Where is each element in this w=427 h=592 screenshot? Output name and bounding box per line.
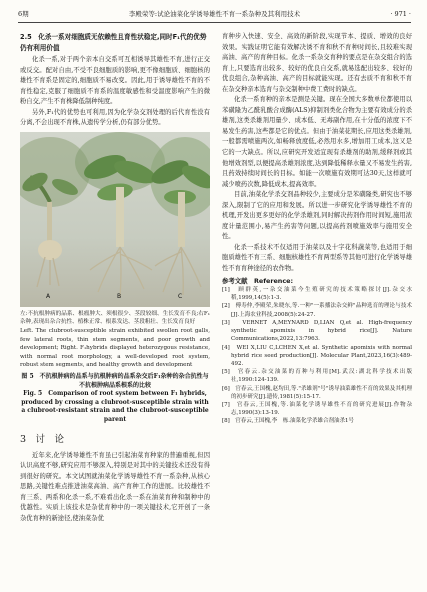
figure-label-c: C — [178, 293, 183, 301]
left-column — [20, 32, 210, 524]
section-heading: 3 讨 论 — [20, 433, 65, 445]
subsection-heading: 2.5 化杀一系对细胞质无依赖性且育性状稳定,同时F₁代的优势仍有利用价值 — [20, 33, 207, 52]
body-paragraph: 化杀一系,对于两个亲本自交系可互相诱导其雄性不育,进行正交或反交。配对自由,不受不良细胞质的影响,更不像细胞质、细胞核的雄性不育系是固定的,细胞质不易改变。因此,用于诱导雄性不育的不育性稳定,克服了细胞质不育系的温度敏感性和受温度影响产生的微粉自交,产生不育株降低制种纯度。 — [20, 56, 210, 106]
figure-title-en: Fig. 5 Comparison of root system between F₁ hybrids, produced by crossing a clubroot-susceptible strain with a clubroot-resistant strain and the clubroot-susceptible parent — [21, 390, 209, 423]
figure-label-b: B — [117, 293, 122, 301]
reference-item: [8] 官春云,王国槐,李 栋.油菜化学杀雄合剂油杀1号 — [222, 418, 355, 425]
reference-item: [3] VERNET A,MEYNARD D,LIAN Q,et al. High-frequency synthetic apomixis in hybrid rice[J]. Nature Communications,2022,13:7963. — [222, 319, 412, 343]
issue-number: 6期 — [18, 10, 29, 18]
reference-item: [6] 官春云,王国槐,赵均田,等."杀雄剂"号"诱导油菜雄性不育的效果及其机理的初步研究[J].遗传,1981(5):15-17. — [222, 385, 412, 400]
body-paragraph: 目前,油菜化学杀交剂品种较少,主要成分是苯磺隆类,研究也不够深入,限制了它的应用和发展。所以进一步研究化学诱导雄性不育的机理,开发出更多更好的化学杀雄剂,同时解决药剂作用时间短,施用浓度计量范围小,易产生药害等问题,以提高药剂喷施效率与施用安全性。 — [222, 191, 412, 241]
reference-item: [4] WEI X,LIU C,LCHEN X,et al. Synthetic apomixis with normal hybrid rice seed production[J]. Molecular Plant,2023,16(3):489-492. — [222, 344, 412, 367]
header-rule — [18, 22, 411, 23]
reference-item: [1] 顾群英,一杂交油菜今生殖研究的技术策略探讨[J].杂交水稻,1999,14(5):1-3. — [222, 287, 412, 302]
right-column — [222, 32, 412, 426]
reference-item: [2] 傅寿仲,李殿荣,朱晓东,等.一种"一系播法杂交鲜"品种选育的理论与技术[J].上海农业科技,2008(5):24-27. — [222, 303, 412, 318]
body-paragraph: 另外,F₁代的优势也可利用,因为化学杂交剂处理的后代育性没有分离,不会出现不育株,从遗传学分析,仍有部分优势。 — [20, 108, 210, 127]
page-header — [18, 8, 411, 20]
figure-label-a: A — [46, 293, 51, 301]
body-paragraph: 化杀一系育种的亲本是测是关键。现在全国大多数单位都使用以苯磺隆为乙酰乳酸合成酶(ALS)抑制剂类化合物为主要有效成分的杀雄剂,这类杀雄剂用量少、成本低、无毒副作用,在十分低的浓度下不易发生药害,这些都是它的优点。但由于油菜花期长,应用这类杀雄剂,一般都需喷施两次,如畅释放度低,必然用水多,增加用工成本,这又是它的一大缺点。所以,应研究开发适宜现有杀雄剂的助剂,缓释剂或其他增效剂型,以便提高杀雄剂浓度,达到降低稀释水量又不易发生药害,且药效持续时间长的目标。如能一次喷施有效期可达30天,这样就可减少喷药次数,降低成本,提高效率。 — [222, 96, 412, 188]
references-heading: 参考文献 Reference: — [222, 276, 294, 285]
figure-5-photo — [20, 132, 210, 307]
reference-item: [7] 官春云,王国槐,等.油菜化学诱导雄性不育的研究进展[J].作物杂志,1990(3):13-19. — [222, 401, 412, 417]
running-title: 李殿荣等:试论油菜化学诱导雄性不育一系杂种及其利用技术 — [128, 10, 301, 18]
body-paragraph: 育种步入快速、安全、高效的新阶段,实现节本、提质、增效的良好效果。实践证明它能有效解决诱不育和秋不育种时间长,且较难实现高油、高产的育种目标。化杀一系杂交育种的要点是在杂交组合的选育上,只要选育出较多、较好的优良自交系,就易选配出较多、较好的优良组合,杂种高油、高产的目标就能实现。还有去质不育和秋不育在杂交种亲本选育与杂交制种中费工费时的缺点。 — [222, 33, 412, 93]
plant-photo-illustration — [20, 132, 210, 307]
body-paragraph: 近年来,化学诱导雄性不育虽已引起油菜育种家的普遍重视,但因认识高度不够,研究应用不够深入,特别是对其中的关键技术还没有得到很好的研究。本文试图就油菜化学诱导雄性不育一系杂种,从核心思路,关键性难点推进油菜高油、高产育种工作的进展。比较雄性不育三系、两系和化杀一系,不难看出化杀一系在油菜育种和制种中的优越性。实质上该技术是杂优育种中的一项关键技术,它开创了一条杂优育种的新途径,使油菜杂优 — [20, 451, 210, 522]
body-paragraph: 化杀一系技术不仅适用于油菜以及十字花科蔬菜等,也适用于细胞质雄性不育三系、细胞核雄性不育两型系等其他可进行化学诱导雄性不育育种途径的农作物。 — [222, 243, 412, 273]
figure-caption-en: Left. The clubroot-susceptible strain exhibited swollen root galls, few lateral roots, thin stem segments, and poor growth and development; Right. F₁hybrids displayed heterozygous resistance, with normal root morphology, a well-developed root system, robust stem segments, and healthy growth and development — [20, 328, 210, 369]
figure-caption-cn: 左:不抗根肿病的品系、根瘤肿大、须根很少、茎段较细、生长发育不良;右F₁杂种,表现出杂合抗性、植株正常、根系发达、茎段粗壮、生长发育良好 — [20, 310, 210, 326]
figure-title-cn: 图 5 不抗根肿病的品系与抗根肿病的品系杂交后F₁杂种的杂合抗性与不抗根肿病品系根系的比较 — [21, 372, 209, 389]
reference-item: [5] 官春云.杂交油菜的育种与利用[M].武汉:湖北科学技术出版社,1990:124-139. — [222, 369, 412, 384]
page-number: · 971 · — [390, 10, 411, 18]
